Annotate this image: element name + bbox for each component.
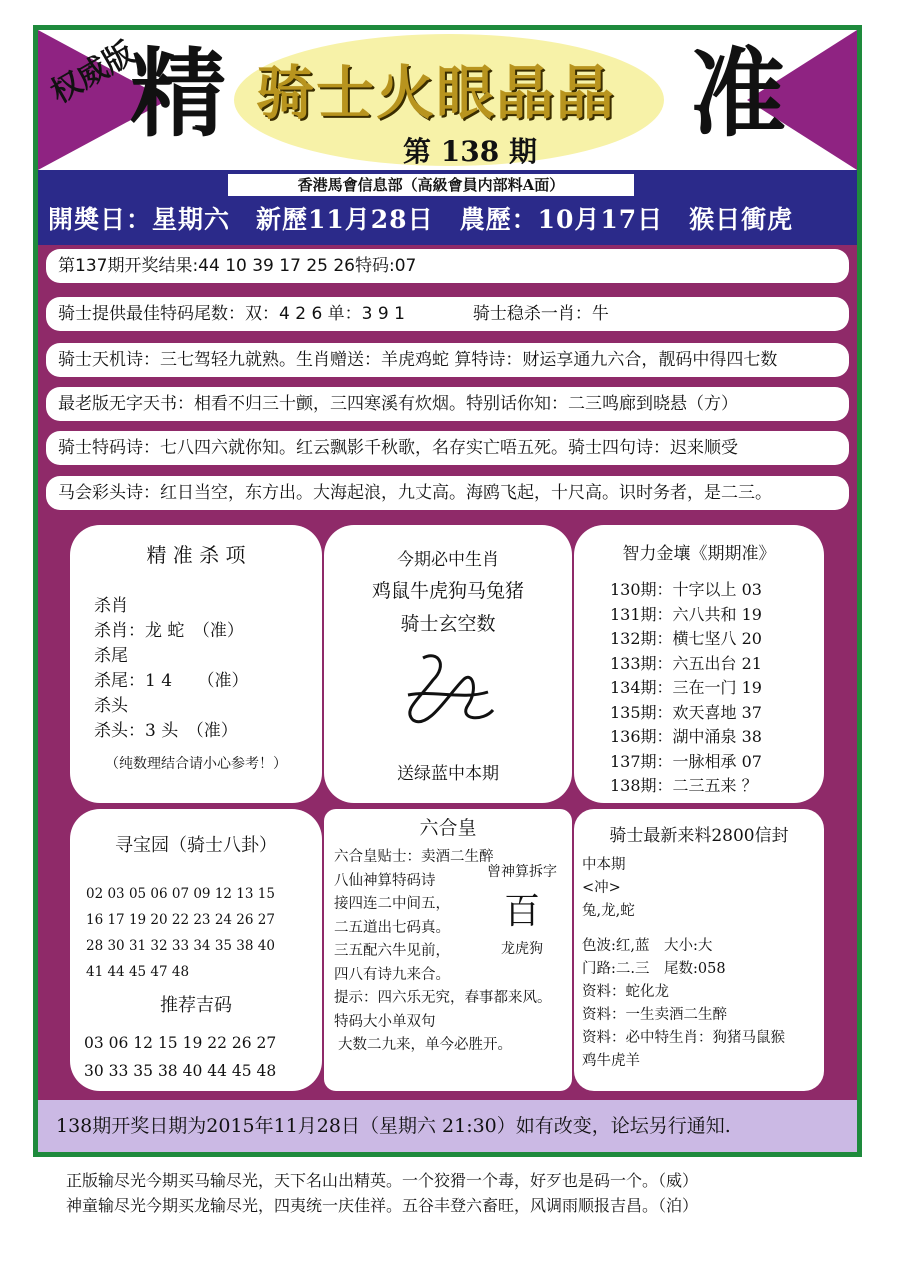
lucky-number-row: 30 33 35 38 40 44 45 48 — [84, 1062, 277, 1080]
letters-line: 资料：蛇化龙 — [582, 984, 669, 1000]
header — [38, 30, 857, 170]
poem-row: 骑士天机诗：三七驾轻九就熟。生肖赠送：羊虎鸡蛇 算特诗：财运享通九六合，靓码中得四七数 — [46, 343, 849, 377]
letters-line: <冲> — [582, 880, 621, 896]
subtitle: 香港馬會信息部（高級會員内部料A面） — [228, 174, 634, 196]
gold-line: 130期：十字以上 03 — [610, 580, 762, 599]
letters-line: 兔,龙,蛇 — [582, 903, 635, 919]
treasure-panel — [70, 809, 322, 1091]
kill-line: 杀尾 — [94, 646, 128, 666]
draw-date-line: 開奬日：星期六 新歷11月28日 農歷：10月17日 猴日衝虎 — [48, 205, 794, 234]
letters-panel — [574, 809, 824, 1091]
book-row: 最老版无字天书：相看不归三十颤，三四寒溪有炊烟。特别话你知：二三鸣廊到晓悬（方） — [46, 387, 849, 421]
letters-line: 资料：一生卖酒二生醉 — [582, 1007, 727, 1023]
issue-number: 第 138 期 — [403, 135, 537, 168]
must-line-3: 骑士玄空数 — [400, 613, 496, 635]
god-label: 曾神算拆字 — [487, 864, 557, 880]
tail-row: 骑士提供最佳特码尾数：双：4 2 6 单：3 9 1 骑士稳杀一肖：牛 — [46, 297, 849, 331]
kill-line: 杀肖：龙 蛇 （准） — [94, 621, 244, 641]
treasure-title: 寻宝园（骑士八卦） — [115, 835, 277, 856]
info-band — [38, 170, 857, 245]
god-char: 百 — [503, 891, 540, 932]
kill-line: 杀头 — [94, 696, 128, 716]
result-row: 第137期开奖结果:44 10 39 17 25 26特码:07 — [46, 249, 849, 283]
liuhe-line: 特码大小单双句 — [334, 1013, 436, 1030]
letters-line: 资料：必中特生肖：狗猪马鼠猴 — [582, 1030, 785, 1046]
gold-line: 132期：横七坚八 20 — [610, 629, 762, 648]
must-panel — [324, 525, 572, 803]
treasure-number-row: 16 17 19 20 22 23 24 26 27 — [86, 912, 275, 928]
gold-panel — [574, 525, 824, 803]
gold-title: 智力金壤《期期准》 — [622, 544, 776, 564]
gold-lines — [610, 578, 824, 799]
kill-lines — [94, 594, 322, 744]
liuhe-line: 二五道出七码真。 — [334, 919, 450, 936]
kill-title: 精 准 杀 项 — [146, 543, 246, 567]
treasure-number-row: 28 30 31 32 33 34 35 38 40 — [86, 938, 275, 954]
letters-line: 鸡牛虎羊 — [582, 1053, 640, 1069]
letters-line: 中本期 — [582, 857, 626, 873]
liuhe-line: 六合皇贴士：卖酒二生醉 — [334, 849, 494, 865]
liuhe-line: 大数二九来，单今必胜开。 — [338, 1037, 512, 1053]
letters-spacer — [582, 923, 824, 935]
kill-line: 杀尾：1 4 （准） — [94, 671, 249, 691]
gold-line: 136期：湖中涌泉 38 — [610, 727, 762, 746]
letters-line: 门路:二.三 尾数:058 — [582, 961, 726, 977]
god-sub: 龙虎狗 — [501, 941, 543, 957]
gold-line: 131期：六八共和 19 — [610, 604, 762, 624]
schedule-notice: 138期开奖日期为2015年11月28日（星期六 21:30）如有改变，论坛另行通知. — [38, 1100, 857, 1152]
kill-panel — [70, 525, 322, 803]
kill-note: （纯数理结合请小心参考！） — [105, 756, 287, 772]
gold-line: 135期：欢天喜地 37 — [610, 702, 762, 722]
page-title: 骑士火眼晶晶 — [256, 59, 617, 127]
lucky-number-row: 03 06 12 15 19 22 26 27 — [84, 1034, 277, 1052]
lucky-title: 推荐吉码 — [160, 995, 232, 1016]
liuhe-line: 接四连二中间五， — [334, 896, 450, 912]
gold-line: 134期：三在一门 19 — [610, 678, 762, 697]
mahui-row: 马会彩头诗：红日当空，东方出。大海起浪，九丈高。海鸥飞起，十尺高。识时务者，是二三。 — [46, 476, 849, 510]
big-char-right: 准 — [690, 37, 786, 150]
footer-line-2: 神童输尽光今期买龙输尽光，四夷统一庆佳祥。五谷丰登六畜旺，风调雨顺报吉昌。（泊） — [66, 1196, 699, 1215]
gold-line: 137期：一脉相承 07 — [610, 751, 762, 771]
liuhe-line: 八仙神算特码诗 — [334, 872, 436, 889]
gold-line: 138期：二三五来 ？ — [610, 776, 758, 795]
letters-line: 色波:红,蓝 大小:大 — [582, 938, 713, 954]
letters-title: 骑士最新来料2800信封 — [609, 826, 789, 846]
kill-line: 杀肖 — [94, 596, 128, 616]
liuhe-line: 三五配六牛见前， — [334, 943, 450, 959]
content-area — [38, 245, 857, 1100]
must-line-1: 今期必中生肖 — [397, 550, 499, 570]
kill-line: 杀头：3 头 （准） — [94, 721, 238, 741]
big-char-left: 精 — [130, 37, 226, 150]
liuhe-panel — [324, 809, 572, 1091]
signature-mark — [393, 650, 503, 730]
gold-line: 133期：六五出台 21 — [610, 653, 762, 673]
footer-line-1: 正版输尽光今期买马输尽光，天下名山出精英。一个狡猾一个毒，好歹也是码一个。（威） — [66, 1171, 699, 1190]
letters-lines — [582, 854, 824, 1073]
liuhe-line: 四八有诗九来合。 — [334, 966, 450, 983]
must-zodiacs: 鸡鼠牛虎狗马兔猪 — [371, 580, 524, 602]
treasure-numbers — [86, 881, 322, 985]
liuhe-title: 六合皇 — [419, 817, 477, 839]
treasure-number-row: 02 03 05 06 07 09 12 13 15 — [86, 886, 275, 902]
treasure-number-row: 41 44 45 47 48 — [86, 964, 190, 980]
must-line-4: 送绿蓝中本期 — [397, 764, 499, 784]
authority-stamp: 权威版 — [45, 35, 141, 111]
god-box — [474, 861, 570, 958]
lucky-numbers — [84, 1029, 322, 1085]
special-poem-row: 骑士特码诗：七八四六就你知。红云飘影千秋歌，名存实亡唔五死。骑士四句诗：迟来顺受 — [46, 431, 849, 465]
liuhe-line: 提示：四六乐无究，春事都来风。 — [334, 990, 552, 1006]
